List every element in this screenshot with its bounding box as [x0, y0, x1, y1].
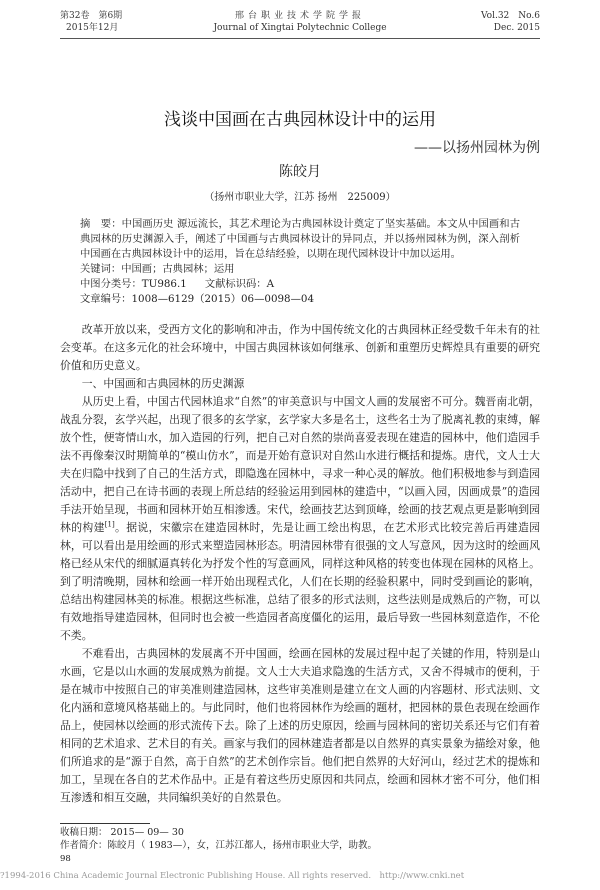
- article-number: 文章编号：1008—6129（2015）06—0098—04: [80, 293, 314, 305]
- body-paragraph: 改革开放以来，受西方文化的影响和冲击，作为中国传统文化的古典园林正经受数千年未有的社会变革。在这多元化的社会环境中，中国古典园林该如何继承、创新和重塑历史辉煌具有重要的研究价值和历史意义。: [60, 323, 540, 372]
- author-bio: 作者简介：陈皎月（ 1983—），女，江苏江都人，扬州市职业大学，助教。: [60, 840, 377, 851]
- footnote: [60, 826, 540, 852]
- paragraph-text: 从历史上看，中国古代园林追求“自然”的审美意识与中国文人画的发展密不可分。魏晋南北朝，战乱分裂，玄学兴起，出现了很多的玄学家，玄学家大多是名士，这些名士为了脱离礼教的束缚，解放个性，便寄情山水，加入造园的行列，把自己对自然的崇尚喜爱表现在建造的园林中，他们造园手法不再像秦汉时期简单的“模山仿水”，而是开始有意识对自然山水进行概括和提炼。唐代，文人士大夫在归隐中找到了自己的生活方式，即隐逸在园林中，寻求一种心灵的解放。他们积极地参与到造园活动中，把自己在诗书画的表现上所总结的经验运用到园林的建造中，“以画入园，因画成景”的造园手法开始呈现，书画和园林开始互相渗透。宋代，绘画技艺达到顶峰，绘画的技艺观点更是影响到园林的构建: [60, 395, 540, 534]
- abstract-text: 中国画历史 源远流长，其艺术理论为古典园林设计奠定了坚实基础。本文从中国画和古典园林的历史渊源入手，阐述了中国画与古典园林设计的异同点，并以扬州园林为例，深入剖析中国画在古典园林设计中的运用，旨在总结经验，以期在现代园林设计中加以运用。: [80, 218, 520, 260]
- issue-date-en: Dec. 2015: [493, 23, 540, 33]
- journal-name: [170, 10, 430, 34]
- volume-issue: 第32卷 第6期: [60, 11, 123, 21]
- keywords-label: 关键词：: [80, 263, 122, 275]
- volume-issue-en: Vol.32 No.6: [480, 11, 540, 21]
- abstract: [80, 217, 520, 262]
- classification-row: [80, 277, 520, 307]
- article-body: [60, 321, 540, 807]
- section-heading: 一、中国画和古典园林的历史渊源: [81, 377, 245, 390]
- abstract-block: [80, 217, 520, 307]
- header-divider: [60, 38, 540, 39]
- journal-name-en: Journal of Xingtai Polytechnic College: [213, 23, 387, 33]
- running-header: [60, 10, 540, 34]
- keywords: [80, 262, 520, 277]
- journal-name-cn: 邢台职业技术学院学报: [234, 11, 365, 21]
- footnote-divider: [60, 823, 150, 824]
- received-date: 收稿日期： 2015— 09— 30: [60, 827, 184, 838]
- abstract-label: 摘 要：: [80, 218, 122, 230]
- article-title: 浅谈中国画在古典园林设计中的运用: [164, 110, 436, 130]
- copyright-notice: ?1994-2016 China Academic Journal Electronic Publishing House. All rights reserved. http://www.cnki.net: [0, 871, 465, 881]
- paragraph-text: 。据说，宋徽宗在建造园林时，先是让画工绘出构思，在艺术形式比较完善后再建造园林，可以看出是用绘画的形式来塑造园林形态。明清园林带有很强的文人写意风，因为这时的绘画风格已经从宋代的细腻逼真转化为抒发个性的写意画风，同样这种风格的转变也体现在园林的风格上。到了明清晚期，园林和绘画一样开始出现程式化，人们在长期的经验积累中，同时受到画论的影响，总结出构建园林美的标准。根据这些标准，总结了很多的形式法则，这些法则是成熟后的产物，可以有效地指导建造园林，但同时也会被一些造园者高度僵化的运用，最后导致一些园林刻意造作，不伦不类。: [60, 521, 541, 642]
- article-author: 陈皎月: [279, 164, 321, 180]
- citation-ref[interactable]: [1]: [104, 520, 115, 529]
- body-paragraph: 不难看出，古典园林的发展离不开中国画，绘画在园林的发展过程中起了关键的作用，特别是山水画，它是以山水画的发展成熟为前提。文人士大夫追求隐逸的生活方式，又舍不得城市的便利，于是在城市中按照自己的审美准则建造园林，这些审美准则是建立在文人画的内容题材、形式法则、文化内涵和意境风格基础上的。与此同时，他们也将园林作为绘画的题材，把园林的景色表现在绘画作品上，使园林以绘画的形式流传下去。除了上述的历史原因，绘画与园林间的密切关系还与它们有着相同的艺术追求、艺术目的有关。画家与我们的园林建造者都是以自然界的真实景象为描绘对象，他们所追求的是“源于自然，高于自然”的艺术创作宗旨。他们把自然界的大好河山，经过艺术的提炼和加工，呈现在各自的艺术作品中。正是有着这些历史原因和共同点，绘画和园林才密不可分，他们相互渗透和相互交融，共同编织美好的自然景色。: [60, 647, 540, 804]
- document-code: 文献标识码：A: [204, 278, 275, 290]
- keywords-text: 中国画；古典园林；运用: [121, 263, 235, 275]
- author-affiliation: （扬州市职业大学，江苏 扬州 225009）: [204, 192, 396, 203]
- issue-date: 2015年12月: [66, 23, 119, 33]
- page-number: 98: [60, 854, 71, 864]
- body-paragraph: [60, 393, 540, 645]
- journal-volume-info: [60, 10, 170, 34]
- journal-volume-en: [430, 10, 540, 34]
- article-subtitle: ——以扬州园林为例: [414, 140, 540, 156]
- clc-number: 中图分类号：TU986.1: [80, 278, 187, 290]
